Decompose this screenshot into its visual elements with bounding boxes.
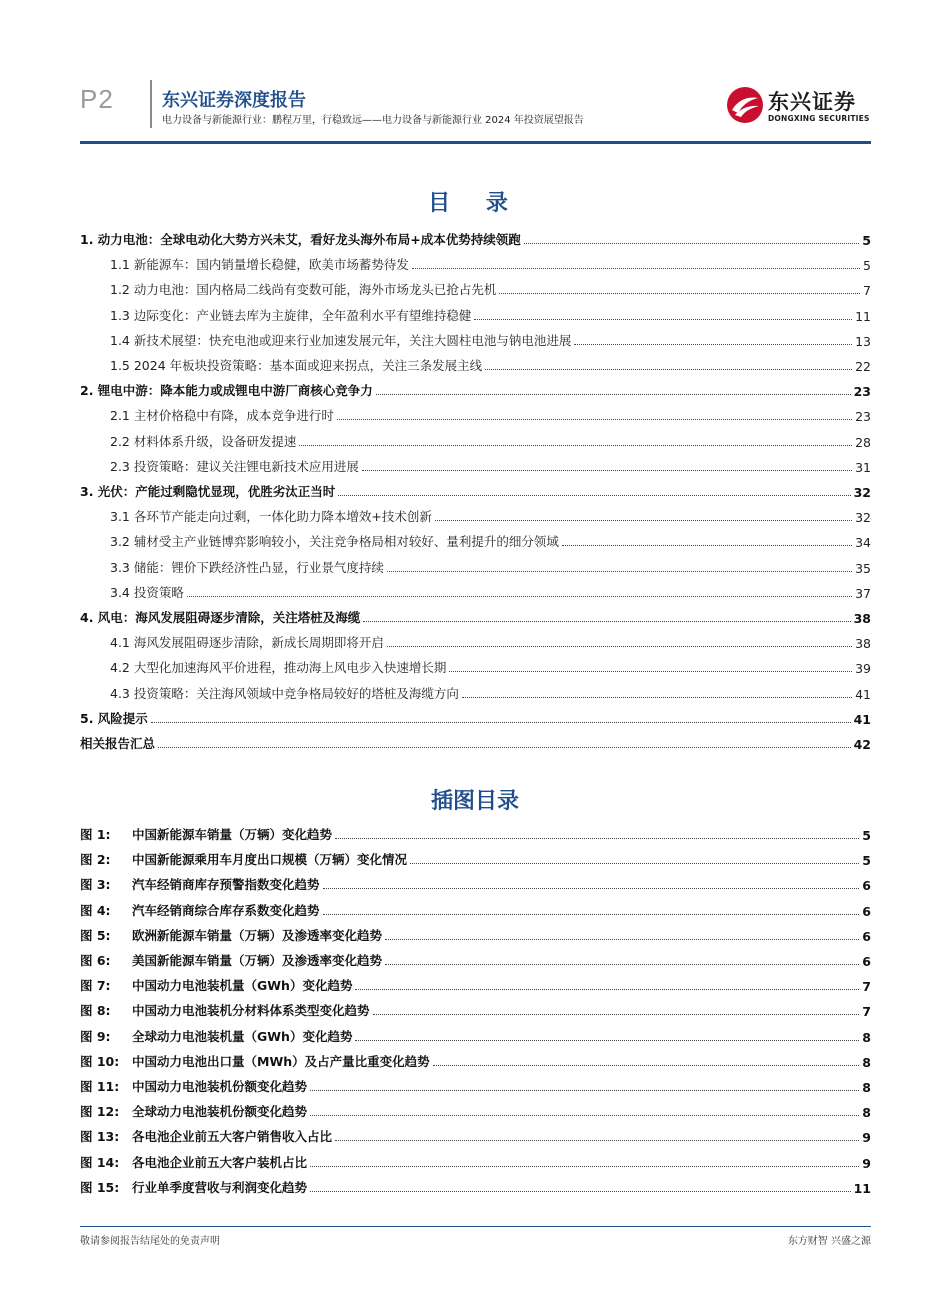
figure-title: 中国动力电池出口量（MWh）及占产量比重变化趋势 — [132, 1053, 430, 1069]
figure-entry[interactable] — [80, 924, 871, 944]
figure-title: 汽车经销商综合库存系数变化趋势 — [132, 902, 320, 918]
toc-entry-label: 2.3 投资策略：建议关注锂电新技术应用进展 — [110, 458, 359, 474]
leader-dots — [151, 722, 851, 723]
figure-entry[interactable] — [80, 1050, 871, 1070]
leader-dots — [433, 1065, 860, 1066]
figure-page: 8 — [862, 1105, 871, 1121]
figure-number: 图 8: — [80, 1003, 111, 1019]
figure-entry[interactable] — [80, 1125, 871, 1145]
toc-entry[interactable] — [110, 631, 871, 651]
leader-dots — [524, 243, 860, 244]
leader-dots — [499, 293, 860, 294]
leader-dots — [299, 445, 852, 446]
figure-number: 图 9: — [80, 1028, 111, 1044]
leader-dots — [562, 545, 852, 546]
figure-number: 图 10: — [80, 1053, 120, 1069]
toc-entry-label: 3.2 辅材受主产业链博弈影响较小，关注竞争格局相对较好、量利提升的细分领域 — [110, 534, 559, 550]
toc-entry-label: 1.4 新技术展望：快充电池或迎来行业加速发展元年，关注大圆柱电池与钠电池进展 — [110, 332, 572, 348]
leader-dots — [362, 470, 852, 471]
toc-entry-page: 11 — [855, 308, 871, 324]
toc-entry[interactable] — [110, 530, 871, 550]
toc-entry-page: 23 — [855, 409, 871, 425]
toc-entry-page: 5 — [863, 258, 871, 274]
leader-dots — [337, 419, 852, 420]
figure-title: 欧洲新能源车销量（万辆）及渗透率变化趋势 — [132, 927, 383, 943]
leader-dots — [310, 1191, 851, 1192]
figure-entry[interactable] — [80, 974, 871, 994]
figure-title: 全球动力电池装机份额变化趋势 — [132, 1104, 308, 1120]
leader-dots — [323, 914, 860, 915]
leader-dots — [187, 596, 852, 597]
figure-page: 8 — [862, 1054, 871, 1070]
toc-entry-page: 5 — [862, 233, 871, 248]
figure-page: 7 — [862, 1004, 871, 1020]
toc-entry[interactable] — [110, 304, 871, 324]
figure-number: 图 5: — [80, 927, 111, 943]
toc-entry[interactable] — [80, 228, 871, 248]
toc-entry-page: 41 — [853, 711, 871, 727]
toc-entry-label: 2.1 主材价格稳中有降，成本竞争进行时 — [110, 408, 334, 424]
leader-dots — [387, 646, 852, 647]
toc-entry-page: 32 — [853, 485, 871, 500]
figure-number: 图 14: — [80, 1154, 120, 1170]
leader-dots — [338, 495, 850, 496]
logo-text-en: DONGXING SECURITIES — [768, 114, 870, 123]
figure-page: 6 — [862, 928, 871, 944]
toc-entry-label: 4. 风电：海风发展阻碍逐步清除，关注塔桩及海缆 — [80, 610, 361, 625]
figure-title: 中国动力电池装机份额变化趋势 — [132, 1079, 308, 1094]
toc-entry-label: 2. 锂电中游：降本能力或成锂电中游厂商核心竞争力 — [80, 383, 373, 399]
figure-page: 6 — [862, 954, 871, 969]
figure-number: 图 15: — [80, 1179, 120, 1195]
toc-entry[interactable] — [110, 329, 871, 349]
figure-title: 各电池企业前五大客户装机占比 — [132, 1154, 308, 1170]
leader-dots — [310, 1115, 859, 1116]
figure-page: 6 — [862, 878, 871, 894]
figure-list-heading: 插图目录 — [430, 789, 519, 814]
report-series-title: 东兴证券深度报告 — [162, 90, 306, 111]
toc-entry-page: 37 — [855, 585, 871, 601]
toc-entry-label: 4.2 大型化加速海风平价进程，推动海上风电步入快速增长期 — [110, 660, 447, 676]
toc-entry[interactable] — [110, 253, 871, 273]
toc-entry[interactable] — [110, 505, 871, 525]
footer-disclaimer: 敬请参阅报告结尾处的免责声明 — [80, 1236, 220, 1247]
toc-entry[interactable] — [110, 656, 871, 676]
toc-entry[interactable] — [110, 682, 871, 702]
toc-entry-label: 1. 动力电池：全球电动化大势方兴未艾，看好龙头海外布局+成本优势持续领跑 — [80, 232, 521, 247]
toc-entry-label: 相关报告汇总 — [80, 736, 156, 751]
toc-entry-page: 35 — [855, 560, 871, 576]
toc-entry[interactable] — [80, 606, 871, 626]
toc-entry-page: 28 — [855, 434, 871, 450]
toc-entry-label: 4.3 投资策略：关注海风领域中竞争格局较好的塔桩及海缆方向 — [110, 685, 459, 701]
figure-title: 美国新能源车销量（万辆）及渗透率变化趋势 — [132, 953, 383, 968]
leader-dots — [310, 1090, 859, 1091]
figure-number: 图 2: — [80, 852, 111, 868]
header-rule — [80, 141, 871, 144]
toc-entry[interactable] — [80, 379, 871, 399]
leader-dots — [449, 671, 852, 672]
figure-title: 中国动力电池装机分材料体系类型变化趋势 — [132, 1003, 370, 1019]
figure-title: 行业单季度营收与利润变化趋势 — [132, 1179, 308, 1195]
figure-entry[interactable] — [80, 1100, 871, 1120]
leader-dots — [462, 697, 852, 698]
figure-title: 全球动力电池装机量（GWh）变化趋势 — [132, 1028, 353, 1044]
toc-entry-page: 32 — [855, 510, 871, 526]
toc-entry[interactable] — [110, 455, 871, 475]
leader-dots — [363, 621, 850, 622]
figure-entry[interactable] — [80, 848, 871, 868]
figure-number: 图 3: — [80, 877, 111, 893]
leader-dots — [412, 268, 860, 269]
figure-number: 图 6: — [80, 953, 111, 968]
toc-entry[interactable] — [80, 480, 871, 500]
toc-entry-page: 42 — [853, 737, 871, 752]
leader-dots — [323, 888, 860, 889]
toc-entry-page: 38 — [853, 611, 871, 626]
figure-page: 8 — [862, 1080, 871, 1095]
toc-entry-label: 5. 风险提示 — [80, 710, 148, 726]
leader-dots — [410, 863, 859, 864]
figure-number: 图 1: — [80, 827, 111, 842]
toc-entry-label: 3.1 各环节产能走向过剩，一体化助力降本增效+技术创新 — [110, 509, 432, 525]
figure-page: 5 — [862, 853, 871, 869]
footer-rule — [80, 1226, 871, 1227]
toc-entry-page: 23 — [853, 384, 871, 400]
figure-title: 中国新能源车销量（万辆）变化趋势 — [132, 827, 333, 842]
logo-emblem-icon — [726, 86, 764, 124]
page-number: P2 — [80, 84, 114, 114]
figure-page: 9 — [862, 1130, 871, 1146]
toc-entry-label: 3.4 投资策略 — [110, 584, 184, 600]
leader-dots — [485, 369, 852, 370]
leader-dots — [335, 838, 859, 839]
toc-entry-page: 34 — [855, 535, 871, 551]
toc-entry-label: 1.5 2024 年板块投资策略：基本面或迎来拐点，关注三条发展主线 — [110, 358, 483, 373]
toc-entry[interactable] — [110, 430, 871, 450]
toc-entry[interactable] — [80, 707, 871, 727]
leader-dots — [474, 319, 852, 320]
figure-page: 7 — [862, 979, 871, 995]
leader-dots — [355, 989, 859, 990]
figure-entry[interactable] — [80, 1151, 871, 1171]
toc-entry-label: 1.2 动力电池：国内格局二线尚有变数可能，海外市场龙头已抢占先机 — [110, 282, 497, 298]
figure-entry[interactable] — [80, 823, 871, 843]
toc-entry-label: 3. 光伏：产能过剩隐忧显现，优胜劣汰正当时 — [80, 484, 336, 499]
leader-dots — [385, 939, 859, 940]
figure-page: 6 — [862, 903, 871, 919]
toc-entry-page: 38 — [855, 636, 871, 652]
toc-entry-page: 7 — [863, 283, 871, 299]
header-divider — [150, 80, 152, 128]
leader-dots — [376, 394, 851, 395]
figure-number: 图 7: — [80, 978, 111, 994]
leader-dots — [574, 344, 852, 345]
toc-heading: 目 录 — [428, 191, 522, 216]
figure-entry[interactable] — [80, 1025, 871, 1045]
toc-entry-page: 31 — [855, 459, 871, 475]
toc-entry-label: 4.1 海风发展阻碍逐步清除，新成长周期即将开启 — [110, 635, 384, 651]
figure-page: 5 — [862, 828, 871, 843]
figure-entry[interactable] — [80, 1176, 871, 1196]
toc-entry[interactable] — [110, 354, 871, 374]
leader-dots — [435, 520, 852, 521]
figure-entry[interactable] — [80, 1075, 871, 1095]
toc-entry[interactable] — [110, 581, 871, 601]
figure-number: 图 13: — [80, 1129, 120, 1145]
toc-entry[interactable] — [110, 278, 871, 298]
leader-dots — [387, 571, 852, 572]
leader-dots — [310, 1166, 859, 1167]
toc-entry-page: 39 — [855, 661, 871, 677]
company-logo — [726, 86, 876, 128]
logo-text-cn: 东兴证券 — [768, 90, 856, 114]
leader-dots — [158, 747, 851, 748]
toc-entry-page: 22 — [855, 359, 871, 374]
leader-dots — [373, 1014, 860, 1015]
report-subtitle: 电力设备与新能源行业：鹏程万里，行稳致远——电力设备与新能源行业 2024 年投资展望报告 — [162, 115, 584, 126]
toc-entry-label: 1.3 边际变化：产业链去库为主旋律，全年盈利水平有望维持稳健 — [110, 307, 472, 323]
figure-title: 汽车经销商库存预警指数变化趋势 — [132, 877, 320, 893]
figure-title: 各电池企业前五大客户销售收入占比 — [132, 1129, 333, 1145]
toc-entry-label: 2.2 材料体系升级，设备研发提速 — [110, 433, 297, 449]
toc-entry-label: 1.1 新能源车：国内销量增长稳健，欧美市场蓄势待发 — [110, 257, 409, 273]
figure-page: 9 — [862, 1155, 871, 1171]
figure-title: 中国新能源乘用车月度出口规模（万辆）变化情况 — [132, 852, 408, 868]
figure-entry[interactable] — [80, 873, 871, 893]
toc-entry-page: 13 — [855, 333, 871, 349]
figure-page: 11 — [853, 1180, 871, 1196]
figure-entry[interactable] — [80, 999, 871, 1019]
toc-entry-page: 41 — [855, 686, 871, 702]
figure-number: 图 4: — [80, 902, 111, 918]
leader-dots — [335, 1140, 859, 1141]
figure-number: 图 11: — [80, 1079, 120, 1094]
footer-slogan: 东方财智 兴盛之源 — [787, 1236, 871, 1247]
figure-entry[interactable] — [80, 949, 871, 969]
toc-entry[interactable] — [110, 556, 871, 576]
figure-page: 8 — [862, 1029, 871, 1045]
leader-dots — [385, 964, 859, 965]
figure-entry[interactable] — [80, 899, 871, 919]
toc-entry[interactable] — [80, 732, 871, 752]
figure-number: 图 12: — [80, 1104, 120, 1120]
toc-entry-label: 3.3 储能：锂价下跌经济性凸显，行业景气度持续 — [110, 559, 384, 575]
leader-dots — [355, 1040, 859, 1041]
toc-entry[interactable] — [110, 404, 871, 424]
figure-title: 中国动力电池装机量（GWh）变化趋势 — [132, 978, 353, 994]
